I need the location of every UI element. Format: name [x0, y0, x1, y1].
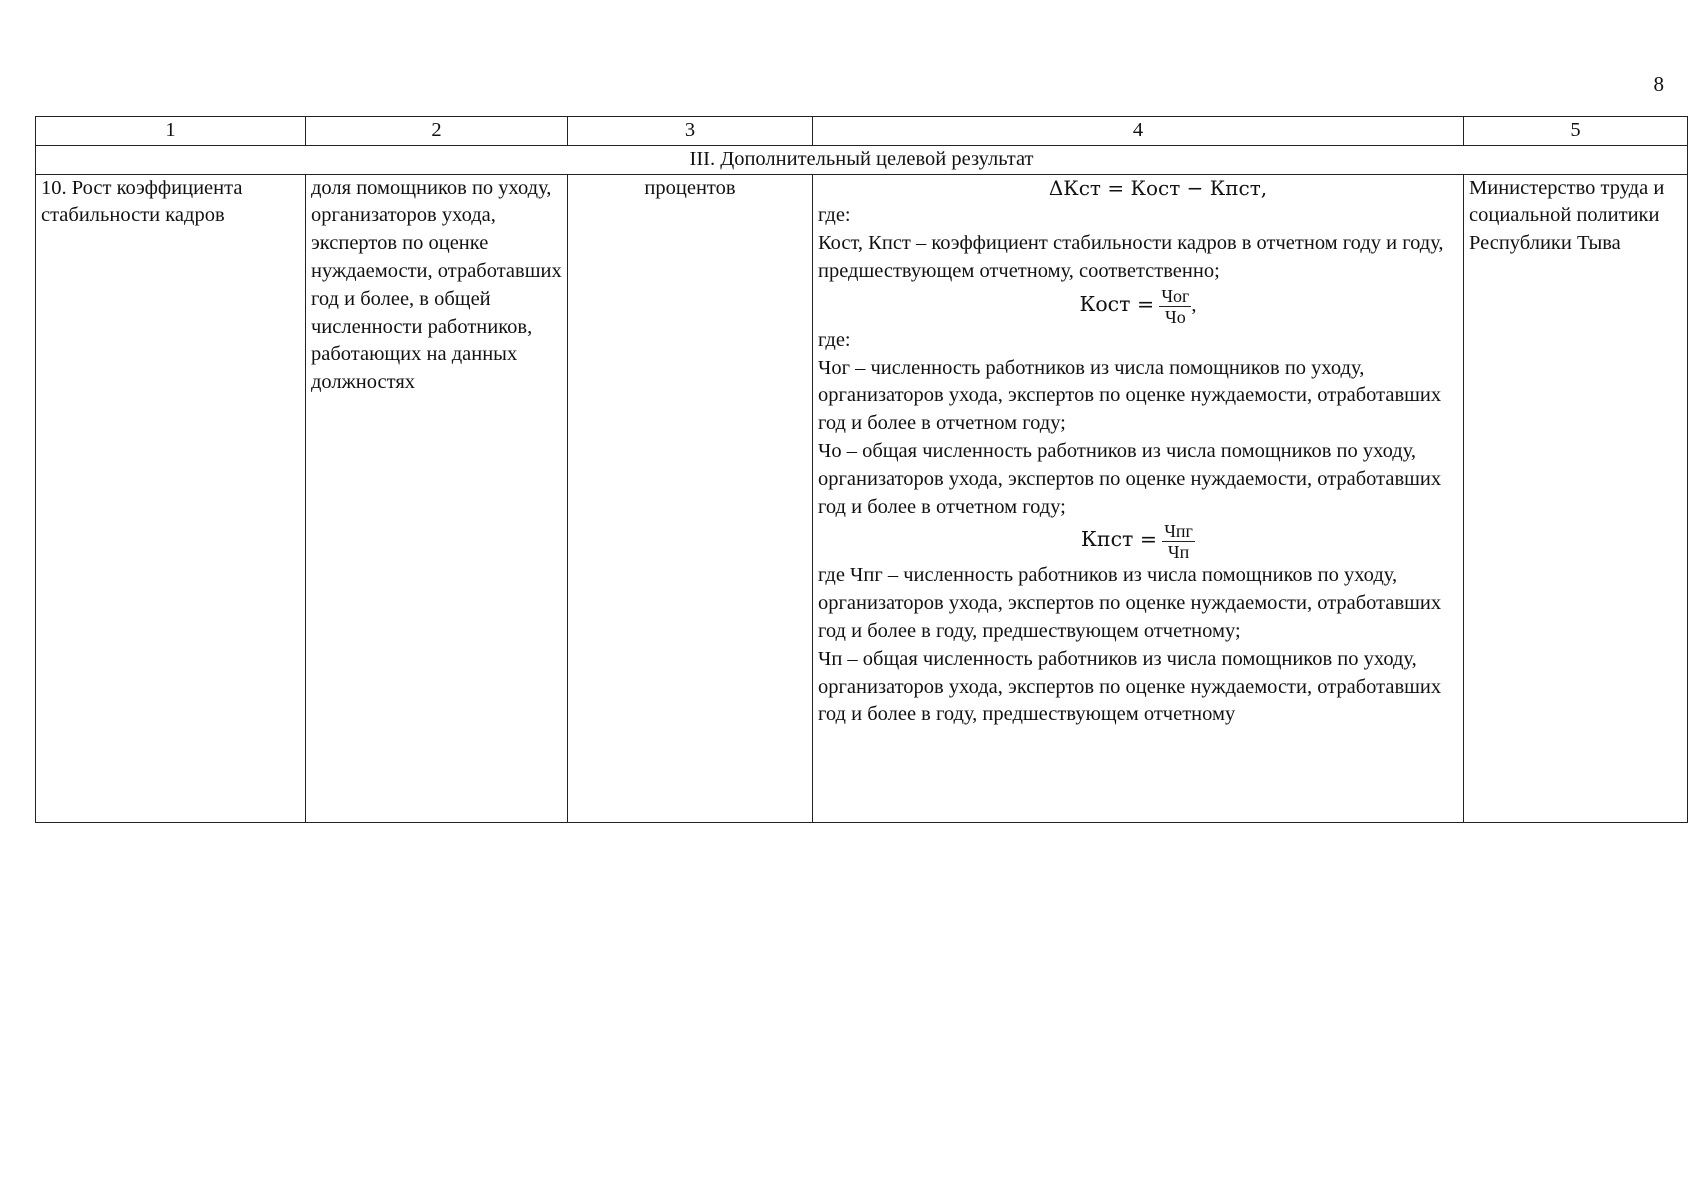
fraction-k-previous-denominator: Чп — [1167, 542, 1190, 563]
definition-chg-previous: где Чпг – численность работников из числа помощников по уходу, организаторов ухода, экспертов по оценке нуждаемости, отработавших год и более в году, предшествующем отчетному; — [818, 564, 1442, 642]
definition-ch-previous: Чп – общая численность работников из числа помощников по уходу, организаторов ухода, экспертов по оценке нуждаемости, отработавших год и более в году, предшествующем отчетному — [818, 647, 1442, 726]
section-row — [36, 145, 1688, 174]
definition-ch-current: Чо – общая численность работников из числа помощников по уходу, организаторов ухода, экспертов по оценке нуждаемости, отработавших год и более в отчетном году; — [818, 439, 1442, 518]
formula-k-current-suffix: , — [1191, 293, 1197, 316]
column-number-row — [36, 117, 1688, 146]
responsible-ministry: Министерство труда и социальной политики Республики Тыва — [1464, 174, 1688, 822]
fraction-k-previous-numerator: Чпг — [1164, 521, 1193, 542]
fraction-k-previous — [1162, 521, 1195, 562]
column-number-1: 1 — [36, 117, 306, 146]
column-number-3: 3 — [568, 117, 813, 146]
where-label-2: где: — [818, 328, 851, 351]
section-title: III. Дополнительный целевой результат — [36, 145, 1688, 174]
indicator-description: доля помощников по уходу, организаторов ухода, экспертов по оценке нуждаемости, отработавших год и более, в общей численности работников, работающих на данных должностях — [306, 174, 568, 822]
column-number-2: 2 — [306, 117, 568, 146]
unit-of-measure: процентов — [568, 174, 813, 822]
formula-delta-k: ΔКст = Кост − Кпст, — [1048, 175, 1268, 200]
fraction-k-current-denominator: Чо — [1165, 306, 1186, 327]
calculation-method — [813, 174, 1464, 822]
indicator-table — [35, 116, 1688, 823]
formula-k-previous — [818, 521, 1458, 562]
indicator-name: 10. Рост коэффициента стабильности кадров — [36, 174, 306, 822]
column-number-5: 5 — [1464, 117, 1688, 146]
formula-k-current-left: Кост = — [1079, 291, 1155, 316]
fraction-k-current-numerator: Чог — [1161, 285, 1190, 306]
table-row — [36, 174, 1688, 822]
page-number: 8 — [1653, 72, 1664, 96]
definition-chg-current: Чог – численность работников из числа помощников по уходу, организаторов ухода, экспертов по оценке нуждаемости, отработавших год и более в отчетном году; — [818, 356, 1442, 435]
where-label: где: — [818, 204, 851, 227]
column-number-4: 4 — [813, 117, 1464, 146]
fraction-k-current — [1159, 286, 1191, 327]
formula-k-previous-left: Кпст = — [1081, 527, 1158, 552]
definition-k: Кост, Кпст – коэффициент стабильности кадров в отчетном году и году, предшествующем отчетному, соответственно; — [818, 232, 1444, 282]
formula-k-current — [818, 286, 1458, 327]
